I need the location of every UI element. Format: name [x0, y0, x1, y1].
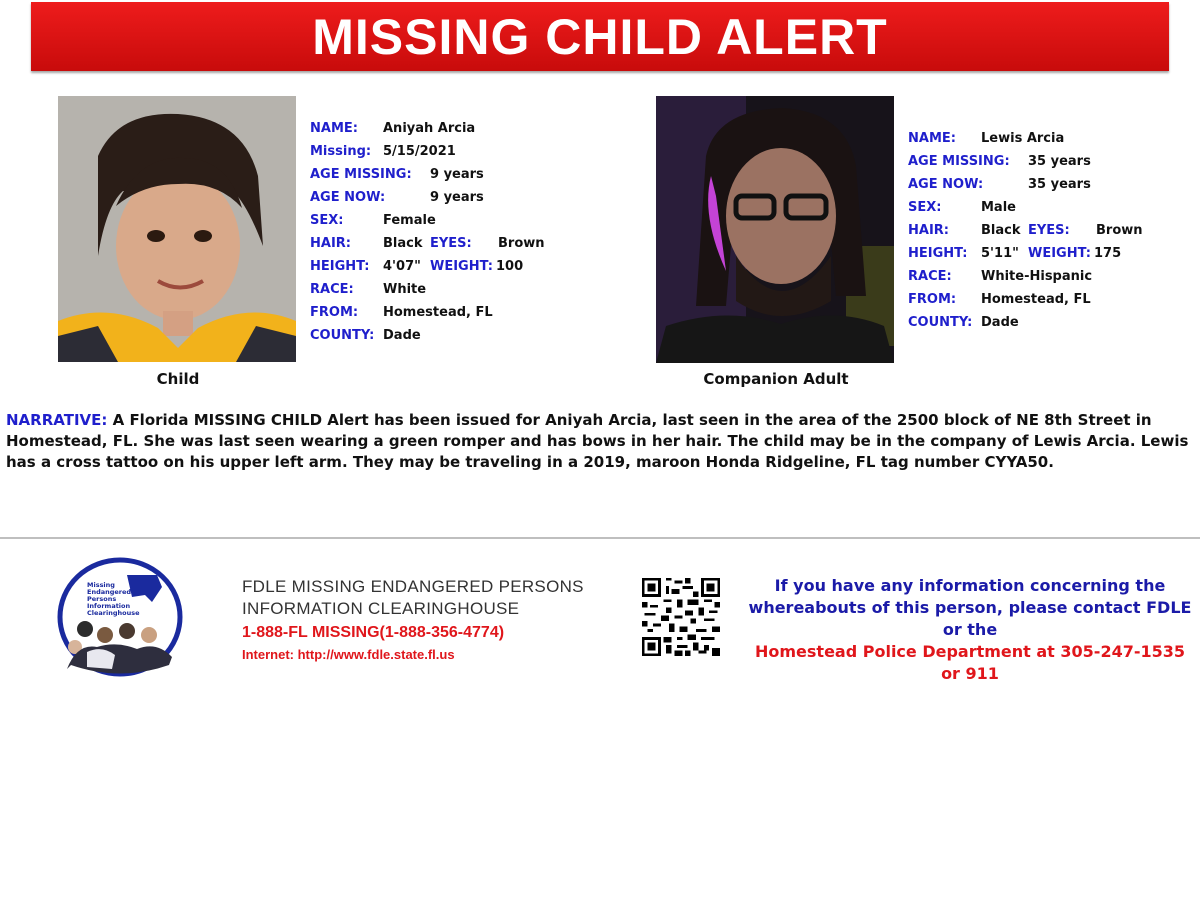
field-label: AGE NOW: — [310, 190, 386, 205]
field-label: COUNTY: — [908, 315, 973, 330]
logo-text-2: Endangered — [87, 588, 132, 596]
adult-row-race — [908, 265, 1168, 288]
divider — [0, 537, 1200, 539]
field-label: COUNTY: — [310, 328, 375, 343]
contact-line-5: or 911 — [941, 664, 999, 683]
contact-line-1: If you have any information concerning the — [774, 576, 1166, 595]
adult-row-age-missing — [908, 150, 1168, 173]
child-caption: Child — [156, 370, 200, 388]
field-value: Female — [383, 213, 436, 228]
child-photo — [58, 96, 296, 362]
contact-line-3: or the — [942, 620, 998, 639]
field-value: 9 years — [430, 190, 484, 205]
org-name-line2: INFORMATION CLEARINGHOUSE — [242, 599, 520, 618]
field-label: AGE MISSING: — [310, 167, 412, 182]
adult-portrait-icon — [656, 96, 894, 363]
field-label: SEX: — [310, 213, 344, 228]
adult-row-sex — [908, 196, 1168, 219]
adult-photo — [656, 96, 894, 363]
child-row-height-weight — [310, 255, 570, 278]
child-row-race — [310, 278, 570, 301]
mepic-logo-icon — [57, 557, 183, 677]
field-value: 175 — [1094, 246, 1122, 261]
contact-info — [735, 575, 1200, 685]
phone-number: 1-888-FL MISSING(1-888-356-4774) — [242, 624, 505, 641]
field-value: Black — [981, 223, 1021, 238]
field-label: NAME: — [310, 121, 358, 136]
internet-link[interactable]: Internet: http://www.fdle.state.fl.us — [242, 647, 455, 662]
child-row-age-missing — [310, 163, 570, 186]
qr-code — [641, 578, 721, 656]
adult-row-age-now — [908, 173, 1168, 196]
contact-line-2: whereabouts of this person, please contact FDLE — [748, 598, 1192, 617]
field-value: Brown — [498, 236, 545, 251]
child-row-missing — [310, 140, 570, 163]
child-row-county — [310, 324, 570, 347]
field-value: White-Hispanic — [981, 269, 1093, 284]
adult-row-name — [908, 127, 1168, 150]
field-value: 100 — [496, 259, 524, 274]
field-label: WEIGHT: — [430, 259, 493, 274]
field-value: 4'07" — [383, 259, 421, 274]
child-row-from — [310, 301, 570, 324]
logo-text-4: Information — [87, 602, 131, 610]
field-label: EYES: — [430, 236, 472, 251]
narrative — [6, 410, 1191, 473]
adult-row-county — [908, 311, 1168, 334]
child-row-name — [310, 117, 570, 140]
child-info — [310, 117, 570, 347]
banner-title: MISSING CHILD ALERT — [312, 8, 888, 65]
field-label: FROM: — [908, 292, 957, 307]
field-value: 35 years — [1028, 177, 1091, 192]
org-name-line1: FDLE MISSING ENDANGERED PERSONS — [242, 577, 584, 596]
field-value: Homestead, FL — [383, 305, 493, 320]
field-value: Black — [383, 236, 423, 251]
field-label: WEIGHT: — [1028, 246, 1091, 261]
field-label: RACE: — [310, 282, 354, 297]
field-label: AGE NOW: — [908, 177, 984, 192]
child-row-hair-eyes — [310, 232, 570, 255]
contact-line-4: Homestead Police Department at 305-247-1535 — [754, 642, 1186, 661]
field-label: RACE: — [908, 269, 952, 284]
adult-row-hair-eyes — [908, 219, 1168, 242]
field-value: 5'11" — [981, 246, 1019, 261]
field-value: Dade — [383, 328, 421, 343]
field-value: Male — [981, 200, 1016, 215]
logo-text-1: Missing — [87, 581, 115, 589]
narrative-label: NARRATIVE: — [6, 411, 108, 429]
field-label: HAIR: — [310, 236, 351, 251]
field-value: 35 years — [1028, 154, 1091, 169]
field-label: HEIGHT: — [310, 259, 370, 274]
adult-row-from — [908, 288, 1168, 311]
field-label: SEX: — [908, 200, 942, 215]
field-label: EYES: — [1028, 223, 1070, 238]
mepic-logo — [57, 557, 183, 677]
child-row-age-now — [310, 186, 570, 209]
field-label: FROM: — [310, 305, 359, 320]
qr-code-icon — [641, 578, 721, 656]
field-value: Aniyah Arcia — [383, 121, 476, 136]
field-label: HEIGHT: — [908, 246, 968, 261]
field-label: AGE MISSING: — [908, 154, 1010, 169]
org-info — [242, 576, 584, 665]
adult-caption: Companion Adult — [703, 370, 849, 388]
alert-banner — [31, 2, 1169, 71]
field-value: White — [383, 282, 427, 297]
adult-row-height-weight — [908, 242, 1168, 265]
logo-text-3: Persons — [87, 595, 117, 603]
logo-text-5: Clearinghouse — [87, 609, 140, 617]
field-label: Missing: — [310, 144, 372, 159]
adult-info — [908, 127, 1168, 334]
field-label: NAME: — [908, 131, 956, 146]
field-value: Dade — [981, 315, 1019, 330]
narrative-text: A Florida MISSING CHILD Alert has been issued for Aniyah Arcia, last seen in the area of the 2500 block of NE 8th Street in Homestead, FL. She was last seen wearing a green romper and has bows in her hair. The child may be in the company of Lewis Arcia. Lewis has a cross tattoo on his upper left arm. They may be traveling in a 2019, maroon Honda Ridgeline, FL tag number CYYA50. — [6, 411, 1189, 471]
child-row-sex — [310, 209, 570, 232]
field-value: 9 years — [430, 167, 484, 182]
field-label: HAIR: — [908, 223, 949, 238]
field-value: Lewis Arcia — [981, 131, 1065, 146]
field-value: Brown — [1096, 223, 1143, 238]
field-value: Homestead, FL — [981, 292, 1091, 307]
field-value: 5/15/2021 — [383, 144, 456, 159]
child-portrait-icon — [58, 96, 296, 362]
